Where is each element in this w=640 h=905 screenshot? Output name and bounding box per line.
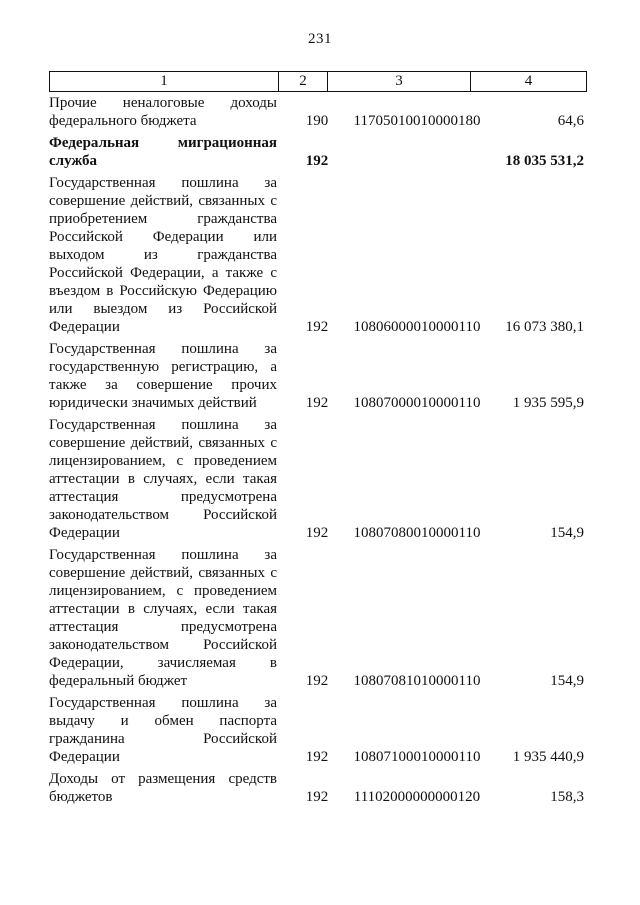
description-line: выходом из гражданства xyxy=(49,247,277,263)
row-admin-code: 192 xyxy=(305,673,329,689)
table-row xyxy=(49,94,586,130)
description-line: приобретением гражданства xyxy=(49,211,277,227)
description-line: юридически значимых действий xyxy=(49,395,257,411)
description-line: совершение действий, связанных с xyxy=(49,435,277,451)
description-line: служба xyxy=(49,153,98,169)
description-line: въездом в Российскую Федерацию xyxy=(49,283,277,299)
row-amount: 16 073 380,1 xyxy=(505,319,584,335)
description-line: Государственная пошлина за xyxy=(49,175,277,191)
description-line: выдачу и обмен паспорта xyxy=(49,713,277,729)
row-amount: 154,9 xyxy=(550,525,584,541)
row-description xyxy=(49,134,277,170)
column-header-4: 4 xyxy=(471,72,587,92)
description-line: федерального бюджета xyxy=(49,113,197,129)
description-line: совершение действий, связанных с xyxy=(49,565,277,581)
description-line: Прочие неналоговые доходы xyxy=(49,95,277,111)
table-row xyxy=(49,416,586,542)
row-classification-code: 10807000010000110 xyxy=(353,395,481,411)
description-line: Российской Федерации, а также с xyxy=(49,265,277,281)
description-line: Государственная пошлина за xyxy=(49,341,277,357)
table-row xyxy=(49,694,586,766)
description-line: федеральный бюджет xyxy=(49,673,188,689)
row-admin-code: 192 xyxy=(305,319,329,335)
description-line: бюджетов xyxy=(49,789,113,805)
description-line: лицензированием, с проведением xyxy=(49,453,277,469)
row-classification-code: 10807080010000110 xyxy=(353,525,481,541)
page-number: 231 xyxy=(308,31,332,47)
description-line: аттестации в случаях, если такая xyxy=(49,601,277,617)
description-line: законодательством Российской xyxy=(49,637,277,653)
description-line: аттестация предусмотрена xyxy=(49,619,277,635)
description-line: Государственная пошлина за xyxy=(49,417,277,433)
row-classification-code: 10807100010000110 xyxy=(353,749,481,765)
row-amount: 64,6 xyxy=(557,113,584,129)
description-line: Федерации xyxy=(49,749,120,765)
row-classification-code: 10807081010000110 xyxy=(353,673,481,689)
description-line: или выездом из Российской xyxy=(49,301,277,317)
description-line: также за совершение прочих xyxy=(49,377,277,393)
description-line: законодательством Российской xyxy=(49,507,277,523)
table-body xyxy=(49,94,586,810)
row-amount: 18 035 531,2 xyxy=(505,153,584,169)
table-row xyxy=(49,174,586,336)
row-description xyxy=(49,416,277,542)
column-header-table xyxy=(49,71,587,92)
row-classification-code: 11705010010000180 xyxy=(353,113,481,129)
column-header-1: 1 xyxy=(50,72,279,92)
row-description xyxy=(49,770,277,806)
description-line: Федеральная миграционная xyxy=(49,135,277,151)
description-line: лицензированием, с проведением xyxy=(49,583,277,599)
row-amount: 154,9 xyxy=(550,673,584,689)
table-row xyxy=(49,770,586,806)
description-line: гражданина Российской xyxy=(49,731,277,747)
row-description xyxy=(49,94,277,130)
row-admin-code: 192 xyxy=(305,749,329,765)
description-line: Федерации, зачисляемая в xyxy=(49,655,277,671)
description-line: Государственная пошлина за xyxy=(49,695,277,711)
row-admin-code: 192 xyxy=(305,153,329,169)
table-row xyxy=(49,546,586,690)
row-description xyxy=(49,694,277,766)
description-line: Российской Федерации или xyxy=(49,229,277,245)
row-admin-code: 190 xyxy=(305,113,329,129)
column-header-2: 2 xyxy=(279,72,328,92)
description-line: Федерации xyxy=(49,319,120,335)
row-description xyxy=(49,174,277,336)
row-amount: 1 935 595,9 xyxy=(512,395,584,411)
table-row xyxy=(49,340,586,412)
row-amount: 1 935 440,9 xyxy=(512,749,584,765)
row-amount: 158,3 xyxy=(550,789,584,805)
description-line: Государственная пошлина за xyxy=(49,547,277,563)
row-classification-code: 11102000000000120 xyxy=(353,789,481,805)
description-line: государственную регистрацию, а xyxy=(49,359,277,375)
description-line: аттестации в случаях, если такая xyxy=(49,471,277,487)
column-header-3: 3 xyxy=(328,72,471,92)
description-line: совершение действий, связанных с xyxy=(49,193,277,209)
description-line: Доходы от размещения средств xyxy=(49,771,277,787)
row-admin-code: 192 xyxy=(305,525,329,541)
description-line: Федерации xyxy=(49,525,120,541)
row-description xyxy=(49,546,277,690)
description-line: аттестация предусмотрена xyxy=(49,489,277,505)
row-classification-code: 10806000010000110 xyxy=(353,319,481,335)
row-description xyxy=(49,340,277,412)
row-admin-code: 192 xyxy=(305,789,329,805)
row-admin-code: 192 xyxy=(305,395,329,411)
table-row xyxy=(49,134,586,170)
